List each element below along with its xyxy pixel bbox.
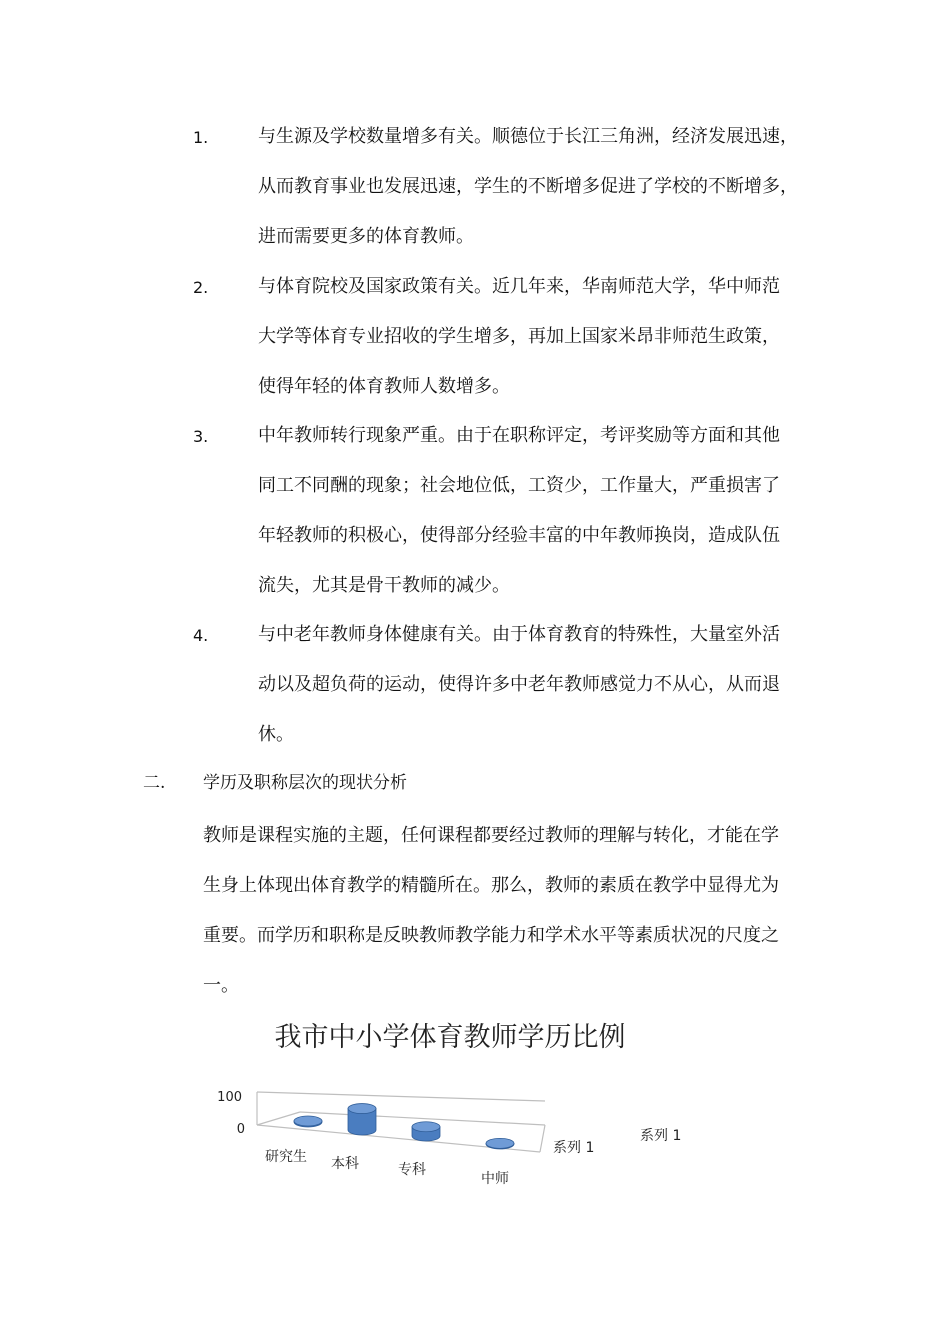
bar-1 xyxy=(348,1104,376,1135)
text-line: 同工不同酬的现象；社会地位低，工资少，工作量大，严重损害了 xyxy=(258,475,780,496)
bar-top xyxy=(294,1116,322,1126)
text-line: 中年教师转行现象严重。由于在职称评定，考评奖励等方面和其他 xyxy=(258,425,780,446)
bar-3 xyxy=(486,1138,514,1149)
category-label: 研究生 xyxy=(265,1149,307,1165)
text-line: 使得年轻的体育教师人数增多。 xyxy=(258,376,510,397)
category-label: 专科 xyxy=(398,1162,426,1178)
text-line: 与生源及学校数量增多有关。顺德位于长江三角洲，经济发展迅速， xyxy=(258,126,798,147)
list-item-text xyxy=(258,610,818,760)
text-line: 重要。而学历和职称是反映教师教学能力和学术水平等素质状况的尺度之 xyxy=(203,925,779,946)
list-item-number: 4. xyxy=(193,626,209,645)
text-line: 年轻教师的积极心，使得部分经验丰富的中年教师换岗，造成队伍 xyxy=(258,525,780,546)
chart-title: 我市中小学体育教师学历比例 xyxy=(274,1022,626,1053)
list-item-text xyxy=(258,411,818,611)
legend-label: 系列 1 xyxy=(640,1128,682,1144)
section-number: 二. xyxy=(143,773,166,793)
text-line: 生身上体现出体育教学的精髓所在。那么，教师的素质在教学中显得尤为 xyxy=(203,875,779,896)
list-item-number: 2. xyxy=(193,278,209,297)
bars-group xyxy=(294,1104,514,1149)
category-label: 中师 xyxy=(481,1171,509,1187)
text-line: 动以及超负荷的运动，使得许多中老年教师感觉力不从心，从而退 xyxy=(258,674,780,695)
list-item-number: 1. xyxy=(193,128,209,147)
back-top-edge xyxy=(257,1092,545,1101)
text-line: 大学等体育专业招收的学生增多，再加上国家米昂非师范生政策， xyxy=(258,326,780,347)
list-item-number: 3. xyxy=(193,427,209,446)
y-tick-label: 100 xyxy=(217,1090,242,1105)
bar-2 xyxy=(412,1122,440,1141)
list-item-text xyxy=(258,112,818,262)
list-item-text xyxy=(258,262,818,412)
text-line: 流失，尤其是骨干教师的减少。 xyxy=(258,575,510,596)
text-line: 进而需要更多的体育教师。 xyxy=(258,226,474,247)
bar-top xyxy=(412,1122,440,1132)
education-chart xyxy=(200,1070,760,1200)
category-label: 本科 xyxy=(331,1156,359,1172)
depth-axis-label: 系列 1 xyxy=(553,1140,595,1156)
y-tick-label: 0 xyxy=(236,1122,245,1137)
section-paragraph xyxy=(203,811,823,1011)
bar-top xyxy=(348,1104,376,1114)
section-title: 学历及职称层次的现状分析 xyxy=(203,773,407,793)
bar-top xyxy=(486,1138,514,1148)
text-line: 一。 xyxy=(203,975,239,996)
text-line: 休。 xyxy=(258,724,294,745)
text-line: 教师是课程实施的主题，任何课程都要经过教师的理解与转化，才能在学 xyxy=(203,825,779,846)
text-line: 与中老年教师身体健康有关。由于体育教育的特殊性，大量室外活 xyxy=(258,624,780,645)
bar-0 xyxy=(294,1116,322,1127)
floor-left-edge xyxy=(257,1112,300,1125)
text-line: 与体育院校及国家政策有关。近几年来，华南师范大学，华中师范 xyxy=(258,276,780,297)
text-line: 从而教育事业也发展迅速，学生的不断增多促进了学校的不断增多， xyxy=(258,176,798,197)
floor-right-edge xyxy=(540,1125,545,1152)
